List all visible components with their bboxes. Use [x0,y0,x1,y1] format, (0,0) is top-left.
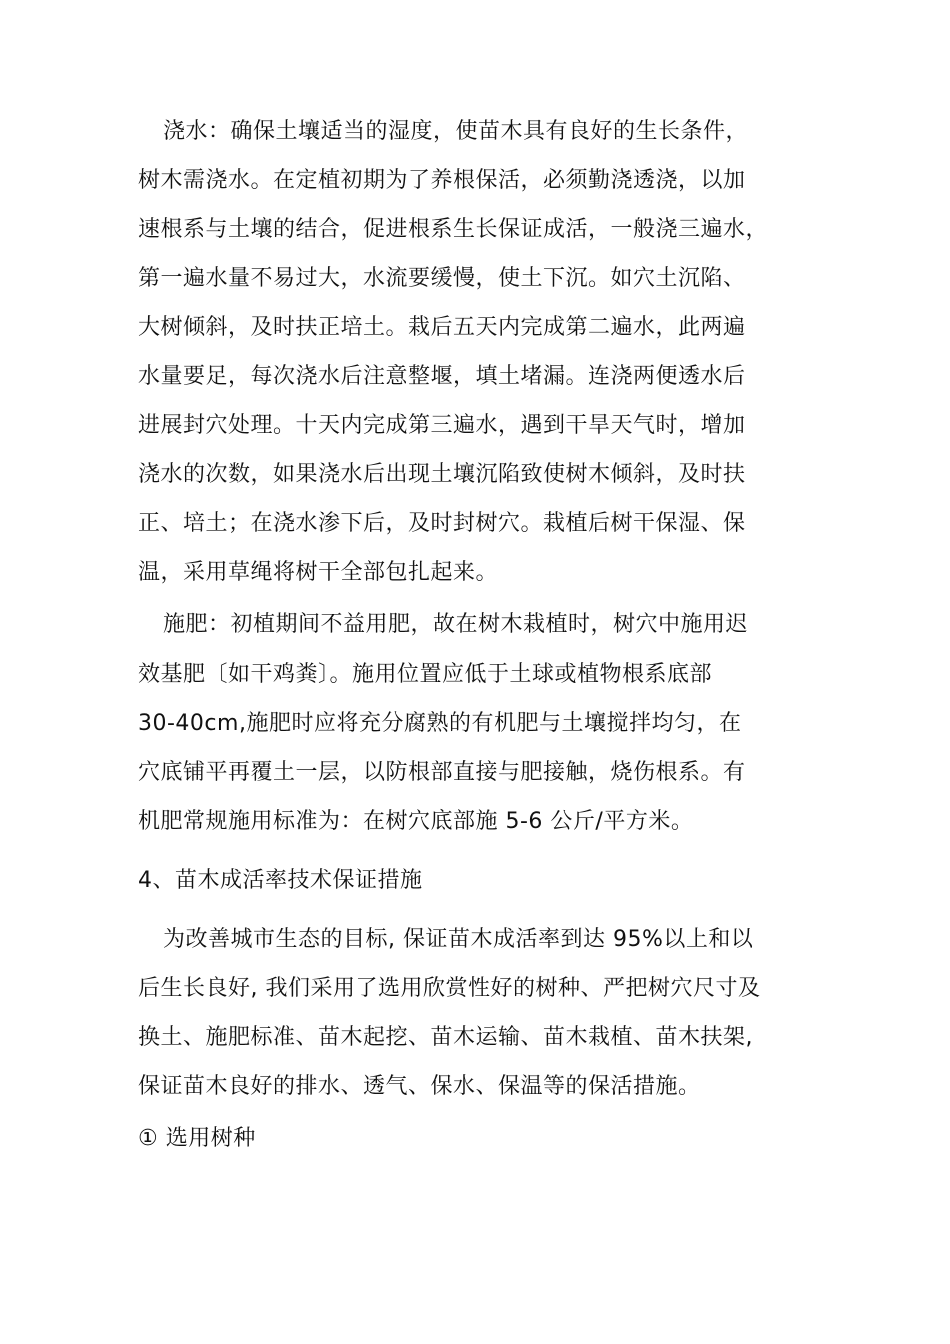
fertilizing-line-3: 30-40cm,施肥时应将充分腐熟的有机肥与土壤搅拌均匀，在 [138,711,742,736]
watering-line-3: 速根系与土壤的结合，促进根系生长保证成活，一般浇三遍水， [138,217,769,242]
fertilizing-line-1: 施肥：初植期间不益用肥，故在树木栽植时，树穴中施用迟 [163,612,749,637]
section4-line-4: 保证苗木良好的排水、透气、保水、保温等的保活措施。 [138,1074,701,1099]
watering-line-4: 第一遍水量不易过大，水流要缓慢，使土下沉。如穴土沉陷、 [138,266,746,291]
section4-line-3: 换土、施肥标准、苗木起挖、苗木运输、苗木栽植、苗木扶架, [138,1025,753,1050]
watering-line-1: 浇水：确保土壤适当的湿度，使苗木具有良好的生长条件， [163,119,749,144]
fertilizing-line-5: 机肥常规施用标准为：在树穴底部施 5-6 公斤/平方米。 [138,809,694,834]
watering-line-2: 树木需浇水。在定植初期为了养根保活，必须勤浇透浇，以加 [138,168,746,193]
watering-line-8: 浇水的次数，如果浇水后出现土壤沉陷致使树木倾斜，及时扶 [138,462,746,487]
watering-line-9: 正、培土；在浇水渗下后，及时封树穴。栽植后树干保湿、保 [138,511,746,536]
watering-line-7: 进展封穴处理。十天内完成第三遍水，遇到干旱天气时，增加 [138,413,746,438]
watering-line-6: 水量要足，每次浇水后注意整堰，填土堵漏。连浇两便透水后 [138,364,746,389]
fertilizing-line-2: 效基肥〔如干鸡粪〕。施用位置应低于土球或植物根系底部 [138,662,713,687]
fertilizing-line-4: 穴底铺平再覆土一层，以防根部直接与肥接触，烧伤根系。有 [138,760,746,785]
section4-line-2: 后生长良好, 我们采用了选用欣赏性好的树种、严把树穴尺寸及 [138,976,761,1001]
watering-line-10: 温，采用草绳将树干全部包扎起来。 [138,560,499,585]
subsection-heading: ① 选用树种 [138,1126,256,1151]
section-heading: 4、苗木成活率技术保证措施 [138,868,423,893]
watering-line-5: 大树倾斜，及时扶正培土。栽后五天内完成第二遍水，此两遍 [138,315,746,340]
section4-line-1: 为改善城市生态的目标, 保证苗木成活率到达 95%以上和以 [163,927,754,952]
